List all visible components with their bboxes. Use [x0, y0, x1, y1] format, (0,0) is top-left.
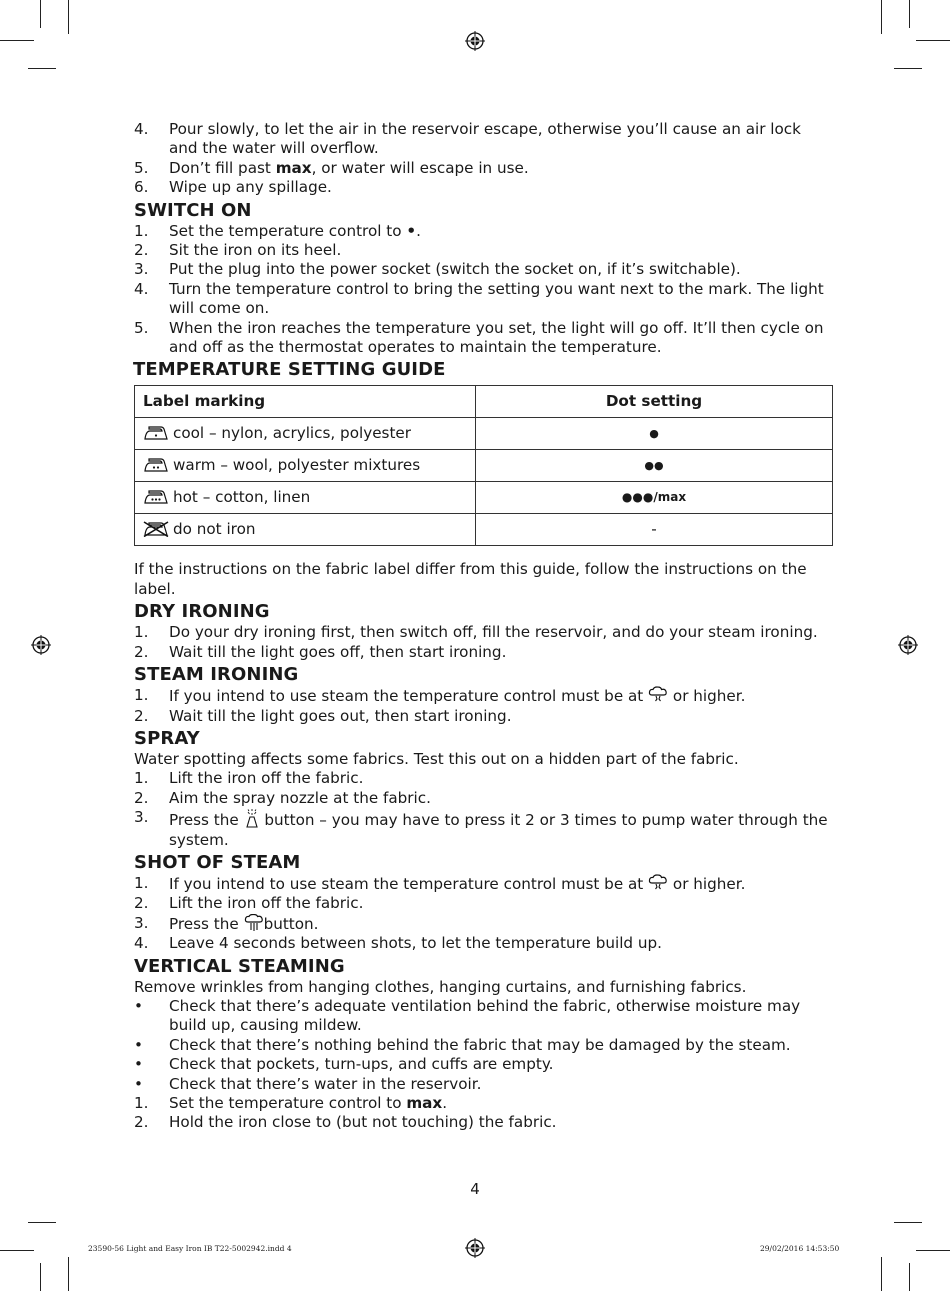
item-text: Lift the iron off the fabric. — [169, 894, 364, 913]
item-text: Put the plug into the power socket (switch the socket on, if it’s switchable). — [169, 260, 741, 279]
list-item — [134, 914, 834, 934]
item-text: Press the — [169, 914, 244, 933]
bullet-item — [134, 1036, 834, 1055]
list-item — [134, 686, 834, 706]
item-number: 6. — [134, 178, 149, 197]
item-text: Do your dry ironing first, then switch off, fill the reservoir, and do your steam ironing. — [169, 623, 818, 642]
crop-mark — [894, 68, 922, 69]
list-item — [134, 159, 834, 178]
item-text: Check that there’s adequate ventilation behind the fabric, otherwise moisture may build up, causing mildew. — [169, 996, 801, 1035]
section-heading: SHOT OF STEAM — [134, 851, 301, 873]
crop-mark — [68, 1257, 69, 1291]
item-number: 1. — [134, 873, 149, 892]
list-item — [134, 934, 834, 953]
section-intro: Water spotting affects some fabrics. Test this out on a hidden part of the fabric. — [134, 749, 739, 768]
bullet-mark: • — [134, 996, 143, 1015]
table-row — [135, 482, 833, 514]
item-text: Press the — [169, 811, 244, 830]
page-number: 4 — [470, 1180, 480, 1198]
item-number: 2. — [134, 706, 149, 725]
crop-mark — [909, 0, 910, 28]
registration-mark-icon — [898, 635, 918, 655]
steam-shot-button-icon — [244, 914, 264, 932]
item-text: Check that pockets, turn-ups, and cuffs are empty. — [169, 1055, 554, 1074]
item-text: Wait till the light goes out, then start ironing. — [169, 706, 512, 725]
item-text: button. — [263, 914, 319, 933]
item-number: 1. — [134, 686, 149, 705]
dot-symbol: • — [406, 221, 417, 240]
column-header-label-marking: Label marking — [135, 386, 476, 418]
item-text: or higher. — [668, 687, 746, 706]
item-text: If you intend to use steam the temperature control must be at — [169, 874, 649, 893]
item-number: 3. — [134, 260, 149, 279]
list-item — [134, 894, 834, 913]
item-number: 4. — [134, 279, 149, 298]
label-marking-text: cool – nylon, acrylics, polyester — [173, 424, 411, 443]
manual-page-content — [134, 120, 834, 1133]
section-heading: VERTICAL STEAMING — [134, 955, 345, 977]
crop-mark — [881, 1257, 882, 1291]
dot-setting-value: - — [476, 514, 833, 546]
crop-mark — [0, 40, 34, 41]
list-item — [134, 707, 834, 726]
label-marking-text: warm – wool, polyester mixtures — [173, 456, 421, 475]
table-row — [135, 450, 833, 482]
item-text: Set the temperature control to — [169, 1094, 407, 1112]
section-intro: Remove wrinkles from hanging clothes, hanging curtains, and furnishing fabrics. — [134, 977, 747, 996]
list-item — [134, 1094, 834, 1113]
label-marking-text: do not iron — [173, 520, 256, 539]
item-number: 2. — [134, 894, 149, 913]
dot-setting-value: ● — [476, 418, 833, 450]
do-not-iron-icon — [143, 521, 169, 537]
item-text: Aim the spray nozzle at the fabric. — [169, 788, 431, 807]
section-heading: DRY IRONING — [134, 601, 270, 623]
item-text-bold: max — [406, 1094, 443, 1112]
section-heading: SWITCH ON — [134, 199, 252, 221]
item-text: . — [442, 1094, 448, 1112]
iron-two-dots-icon — [143, 457, 169, 473]
column-header-dot-setting: Dot setting — [476, 386, 833, 418]
bullet-mark: • — [134, 1055, 143, 1074]
item-text: Don’t fill past — [169, 158, 276, 177]
item-number: 3. — [134, 808, 149, 827]
iron-three-dots-icon — [143, 489, 169, 505]
crop-mark — [28, 1222, 56, 1223]
iron-one-dot-icon — [143, 425, 169, 441]
list-item — [134, 280, 834, 319]
item-text: When the iron reaches the temperature you set, the light will go off. It’ll then cycle on and off as the thermostat operates to maintain the temperature. — [169, 318, 824, 357]
item-text: Hold the iron close to (but not touching) the fabric. — [169, 1113, 557, 1132]
registration-mark-icon — [465, 1238, 485, 1258]
bullet-mark: • — [134, 1074, 143, 1093]
registration-mark-icon — [31, 635, 51, 655]
item-text: or higher. — [668, 874, 746, 893]
table-row — [135, 514, 833, 546]
crop-mark — [40, 1263, 41, 1291]
item-number: 4. — [134, 934, 149, 953]
item-number: 1. — [134, 221, 149, 240]
table-row — [135, 418, 833, 450]
item-text: Check that there’s nothing behind the fabric that may be damaged by the steam. — [169, 1035, 791, 1054]
steam-cloud-icon — [648, 874, 668, 892]
crop-mark — [28, 68, 56, 69]
list-item — [134, 222, 834, 241]
list-item — [134, 789, 834, 808]
list-item — [134, 643, 834, 662]
list-item — [134, 808, 834, 850]
item-number: 1. — [134, 623, 149, 642]
list-item — [134, 874, 834, 894]
list-item — [134, 120, 834, 159]
item-text: Pour slowly, to let the air in the reservoir escape, otherwise you’ll cause an air lock and the water will overflow. — [169, 120, 801, 158]
bullet-item — [134, 1075, 834, 1094]
dot-setting-value: ●●●/max — [476, 482, 833, 514]
item-number: 5. — [134, 158, 149, 177]
crop-mark — [916, 40, 950, 41]
steam-cloud-icon — [648, 686, 668, 704]
item-number: 1. — [134, 1094, 149, 1112]
print-slug-filename: 23590-56 Light and Easy Iron IB T22-5002942.indd 4 — [88, 1244, 292, 1253]
crop-mark — [0, 1250, 34, 1251]
crop-mark — [881, 0, 882, 34]
item-text: . — [416, 221, 421, 240]
bullet-mark: • — [134, 1035, 143, 1054]
list-item — [134, 260, 834, 279]
list-item — [134, 319, 834, 358]
item-text: Check that there’s water in the reservoir. — [169, 1074, 482, 1093]
list-item — [134, 241, 834, 260]
item-text: If you intend to use steam the temperature control must be at — [169, 687, 649, 706]
crop-mark — [68, 0, 69, 34]
section-heading: STEAM IRONING — [134, 664, 299, 686]
bullet-item — [134, 1055, 834, 1074]
section-heading: SPRAY — [134, 727, 200, 749]
item-text: Lift the iron off the fabric. — [169, 769, 364, 788]
table-header-row — [135, 386, 833, 418]
list-item — [134, 178, 834, 197]
bullet-item — [134, 997, 834, 1036]
list-item — [134, 1113, 834, 1132]
item-text: Wipe up any spillage. — [169, 178, 332, 197]
item-text: Leave 4 seconds between shots, to let the temperature build up. — [169, 934, 662, 953]
registration-mark-icon — [465, 31, 485, 51]
temperature-guide-table — [134, 385, 833, 546]
section-heading: TEMPERATURE SETTING GUIDE — [133, 359, 446, 381]
item-number: 5. — [134, 318, 149, 337]
item-number: 3. — [134, 913, 149, 932]
crop-mark — [40, 0, 41, 28]
item-number: 2. — [134, 642, 149, 661]
item-number: 2. — [134, 788, 149, 807]
item-text: Turn the temperature control to bring the setting you want next to the mark. The light will come on. — [169, 279, 824, 318]
item-number: 1. — [134, 769, 149, 788]
crop-mark — [909, 1263, 910, 1291]
item-number: 4. — [134, 120, 149, 138]
label-marking-text: hot – cotton, linen — [173, 488, 311, 507]
item-text: button – you may have to press it 2 or 3 times to pump water through the system. — [169, 811, 828, 849]
list-item — [134, 623, 834, 642]
spray-button-icon — [244, 808, 260, 828]
item-number: 2. — [134, 241, 149, 260]
crop-mark — [894, 1222, 922, 1223]
item-text: Wait till the light goes off, then start ironing. — [169, 642, 507, 661]
item-text: , or water will escape in use. — [311, 158, 529, 177]
item-number: 2. — [134, 1113, 149, 1132]
print-slug-timestamp: 29/02/2016 14:53:50 — [760, 1244, 840, 1253]
crop-mark — [916, 1250, 950, 1251]
item-text-bold: max — [275, 158, 312, 177]
list-item — [134, 769, 834, 788]
dot-setting-value: ●● — [476, 450, 833, 482]
item-text: Sit the iron on its heel. — [169, 241, 342, 260]
guide-note: If the instructions on the fabric label differ from this guide, follow the instructions on the label. — [134, 560, 807, 598]
item-text: Set the temperature control to — [169, 221, 407, 240]
